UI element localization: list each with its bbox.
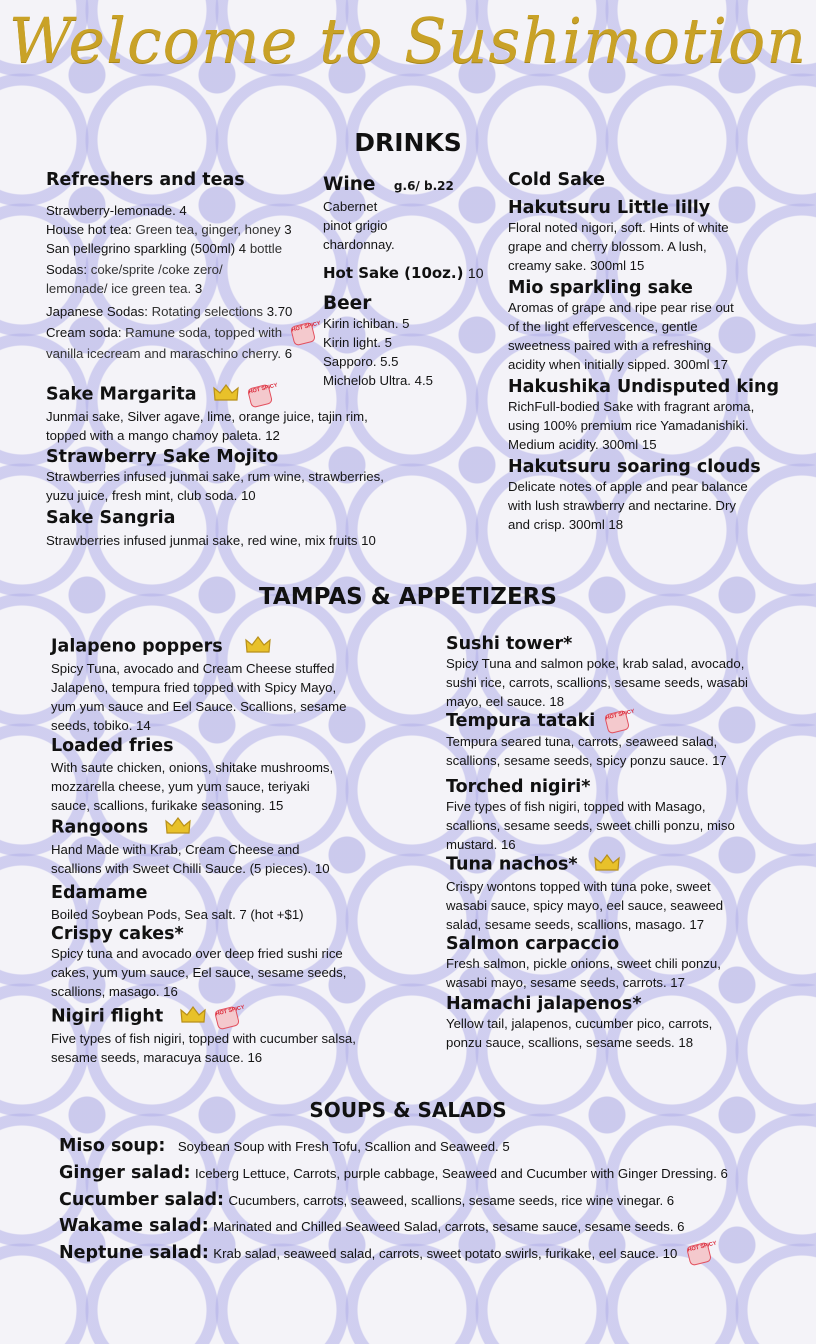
appetizer-desc: sauce, scallions, furikake seasoning. 15 — [51, 798, 284, 813]
soup-desc: Iceberg Lettuce, Carrots, purple cabbage, Seaweed and Cucumber with Ginger Dressing. 6 — [194, 1166, 728, 1181]
pellegrino-name: San pellegrino sparkling (500ml) — [46, 241, 236, 256]
jp-sodas-name: Japanese Sodas: — [46, 304, 148, 319]
beer-item: Kirin light. 5 — [323, 335, 392, 350]
soup-desc: Marinated and Chilled Seaweed Salad, carrots, sesame sauce, sesame seeds. 6 — [213, 1219, 685, 1234]
hot-sake-heading: Hot Sake (10oz.) — [323, 264, 464, 282]
cream-soda-desc2: vanilla icecream and maraschino cherry. — [46, 345, 282, 361]
cold-sake-desc: using 100% premium rice Yamadanishiki. — [508, 418, 749, 433]
soup-name: Ginger salad: — [59, 1163, 191, 1183]
wine-item: Cabernet — [323, 199, 378, 214]
appetizer-name: Loaded fries — [51, 736, 174, 756]
appetizer-desc: Jalapeno, tempura fried topped with Spicy Mayo, — [51, 680, 337, 695]
appetizer-desc: Five types of fish nigiri, topped with Masago, — [446, 798, 706, 814]
wine-price: g.6/ b.22 — [393, 179, 454, 193]
cream-soda-line2 — [46, 344, 316, 363]
cold-sake-desc: and crisp. 300ml 18 — [508, 517, 624, 532]
appetizer-desc: Yellow tail, jalapenos, cucumber pico, carrots, — [446, 1015, 713, 1031]
appetizer-desc: Hand Made with Krab, Cream Cheese and — [51, 842, 300, 857]
sodas-desc1: coke/sprite /coke zero/ — [90, 262, 223, 277]
appetizer-name: Tempura tataki — [446, 711, 596, 731]
cocktail-desc: yuzu juice, fresh mint, club soda. 10 — [46, 488, 256, 503]
appetizer-desc: scallions, sesame seeds, spicy ponzu sauce. 17 — [446, 752, 727, 768]
soup-name: Wakame salad: — [59, 1216, 209, 1236]
appetizer-desc: Spicy tuna and avocado over deep fried sushi rice — [51, 946, 343, 961]
appetizer-desc: Spicy Tuna, avocado and Cream Cheese stuffed — [51, 661, 335, 676]
sodas-desc2: lemonade/ ice green tea. — [46, 281, 192, 296]
cold-sake-item-name: Mio sparkling sake — [508, 278, 693, 298]
cold-sake-item-name: Hakushika Undisputed king — [508, 377, 780, 397]
appetizer-desc: scallions, sesame seeds, sweet chilli ponzu, miso — [446, 817, 735, 833]
cocktail-name: Strawberry Sake Mojito — [46, 447, 279, 467]
cold-sake-desc: Aromas of grape and ripe pear rise out — [508, 300, 734, 315]
house-hot-tea — [46, 220, 316, 239]
cocktail-name: Sake Sangria — [46, 508, 176, 528]
spicy-badge-icon: HOT SPICY — [247, 383, 273, 408]
jp-sodas-desc: Rotating selections — [151, 304, 264, 319]
cold-sake-desc: Floral noted nigori, soft. Hints of white — [508, 220, 729, 235]
appetizer-desc: ponzu sauce, scallions, sesame seeds. 18 — [446, 1034, 694, 1050]
soup-desc: Krab salad, seaweed salad, carrots, sweet potato swirls, furikake, eel sauce. 10 — [213, 1246, 678, 1261]
appetizer-desc: yum yum sauce and Eel Sauce. Scallions, sesame — [51, 699, 347, 714]
appetizer-desc: wasabi mayo, sesame seeds, carrots. 17 — [446, 974, 685, 990]
cream-soda — [46, 320, 322, 344]
appetizers-right — [446, 634, 806, 1052]
sodas-name: Sodas: — [46, 262, 88, 277]
jp-sodas-price: 3.70 — [266, 304, 293, 319]
appetizer-desc: Five types of fish nigiri, topped with cucumber salsa, — [51, 1031, 356, 1046]
crown-icon — [245, 636, 271, 659]
refreshers-heading: Refreshers and teas — [46, 170, 245, 190]
hot-tea-desc: Green tea, ginger, honey — [135, 222, 281, 237]
soup-name: Neptune salad: — [59, 1243, 209, 1263]
appetizer-desc: Boiled Soybean Pods, Sea salt. 7 (hot +$1) — [51, 907, 304, 922]
appetizer-desc: salad, sesame seeds, scallions, masago. 17 — [446, 916, 705, 932]
sake-cocktails-section — [46, 384, 486, 550]
cocktail-desc: topped with a mango chamoy paleta. 12 — [46, 428, 280, 443]
appetizer-name: Nigiri flight — [51, 1006, 164, 1027]
appetizer-name: Torched nigiri* — [446, 776, 591, 797]
appetizer-name: Hamachi jalapenos* — [446, 993, 642, 1014]
page-title: Welcome to Sushimotion — [8, 4, 808, 77]
beer-item: Sapporo. 5.5 — [323, 354, 399, 369]
appetizer-name: Sushi tower* — [446, 634, 573, 654]
appetizer-desc: Spicy Tuna and salmon poke, krab salad, avocado, — [446, 656, 745, 671]
appetizers-left — [51, 636, 431, 1067]
cold-sake-item-name: Hakutsuru Little lilly — [508, 198, 711, 218]
crown-icon — [213, 384, 239, 407]
soup-name: Miso soup: — [59, 1136, 166, 1156]
spicy-badge-icon: HOT SPICY — [604, 709, 630, 734]
drinks-heading: DRINKS — [354, 128, 462, 157]
japanese-sodas — [46, 302, 316, 321]
soups-list — [59, 1136, 799, 1264]
cold-sake-desc: creamy sake. 300ml 15 — [508, 258, 645, 273]
refreshers-section — [46, 170, 322, 363]
cream-soda-price: 6 — [284, 345, 293, 361]
soup-item — [59, 1190, 799, 1216]
appetizer-desc: mozzarella cheese, yum yum sauce, teriyaki — [51, 779, 310, 794]
appetizer-desc: cakes, yum yum sauce, Eel sauce, sesame seeds, — [51, 965, 347, 980]
crown-icon — [594, 854, 620, 877]
appetizer-desc: Fresh salmon, pickle onions, sweet chili ponzu, — [446, 955, 721, 971]
cocktail-name: Sake Margarita — [46, 384, 197, 405]
appetizer-desc: sushi rice, carrots, scallions, sesame seeds, wasabi — [446, 675, 748, 690]
cold-sake-desc: grape and cherry blossom. A lush, — [508, 239, 707, 254]
hot-tea-name: House hot tea: — [46, 222, 132, 237]
spicy-badge-icon: HOT SPICY — [214, 1005, 240, 1030]
wine-heading: Wine — [323, 174, 376, 195]
cold-sake-item-name: Hakutsuru soaring clouds — [508, 457, 761, 477]
cocktail-desc: Strawberries infused junmai sake, red wine, mix fruits 10 — [46, 533, 376, 548]
cold-sake-desc: of the light effervescence, gentle — [508, 319, 698, 334]
cold-sake-desc: Delicate notes of apple and pear balance — [508, 479, 748, 494]
crown-icon — [180, 1006, 206, 1029]
appetizer-desc: With saute chicken, onions, shitake mushrooms, — [51, 760, 334, 775]
san-pellegrino — [46, 239, 316, 258]
wine-item: chardonnay. — [323, 237, 395, 252]
beer-item: Michelob Ultra. 4.5 — [323, 373, 433, 388]
crown-icon — [165, 817, 191, 840]
beer-heading: Beer — [323, 293, 372, 314]
appetizer-desc: seeds, tobiko. 14 — [51, 718, 151, 733]
cold-sake-desc: RichFull-bodied Sake with fragrant aroma, — [508, 399, 755, 414]
cocktail-desc: Strawberries infused junmai sake, rum wine, strawberries, — [46, 469, 384, 484]
appetizer-name: Tuna nachos* — [446, 854, 578, 875]
cold-sake-section — [508, 170, 808, 534]
sodas-line2 — [46, 279, 316, 298]
spicy-badge-icon: HOT SPICY — [290, 321, 316, 346]
wine-item: pinot grigio — [323, 218, 388, 233]
soups-heading: SOUPS & SALADS — [309, 1098, 507, 1122]
cold-sake-desc: sweetness paired with a refreshing — [508, 338, 712, 353]
soup-item — [59, 1216, 799, 1243]
cold-sake-desc: with lush strawberry and nectarine. Dry — [508, 498, 736, 513]
appetizer-desc: scallions with Sweet Chilli Sauce. (5 pieces). 10 — [51, 861, 330, 876]
soup-item — [59, 1163, 799, 1190]
soup-desc: Soybean Soup with Fresh Tofu, Scallion and Seaweed. 5 — [177, 1139, 510, 1154]
pellegrino-price: 4 — [238, 241, 247, 256]
appetizer-desc: Tempura seared tuna, carrots, seaweed salad, — [446, 733, 718, 749]
appetizer-desc: scallions, masago. 16 — [51, 984, 178, 999]
appetizer-name: Jalapeno poppers — [51, 636, 223, 657]
soup-desc: Cucumbers, carrots, seaweed, scallions, sesame seeds, rice wine vinegar. 6 — [228, 1193, 675, 1208]
soup-item — [59, 1240, 799, 1264]
spicy-badge-icon: HOT SPICY — [686, 1241, 712, 1266]
soup-item — [59, 1136, 799, 1163]
strawberry-lemonade: Strawberry-lemonade. 4 — [46, 203, 187, 218]
appetizer-desc: mustard. 16 — [446, 836, 516, 852]
cold-sake-heading: Cold Sake — [508, 170, 605, 190]
cold-sake-desc: acidity when initially sipped. 300ml 17 — [508, 357, 728, 372]
cocktail-desc: Junmai sake, Silver agave, lime, orange juice, tajin rim, — [46, 409, 368, 424]
cream-soda-name: Cream soda: — [46, 325, 122, 340]
cream-soda-desc1: Ramune soda, topped with — [125, 325, 283, 340]
appetizer-desc: Crispy wontons topped with tuna poke, sweet — [446, 878, 711, 894]
sodas — [46, 260, 316, 279]
sodas-price: 3 — [194, 281, 203, 296]
appetizer-name: Rangoons — [51, 817, 149, 838]
appetizer-name: Salmon carpaccio — [446, 933, 620, 954]
pellegrino-unit: bottle — [249, 241, 283, 256]
wine-beer-section — [323, 174, 503, 390]
appetizer-name: Crispy cakes* — [51, 924, 184, 944]
tampas-heading: TAMPAS & APPETIZERS — [259, 584, 557, 610]
appetizer-name: Edamame — [51, 883, 148, 903]
hot-sake-price: 10 — [467, 265, 484, 281]
appetizer-desc: sesame seeds, maracuya sauce. 16 — [51, 1050, 263, 1065]
beer-item: Kirin ichiban. 5 — [323, 316, 410, 331]
soup-name: Cucumber salad: — [59, 1190, 225, 1210]
hot-tea-price: 3 — [284, 222, 292, 237]
appetizer-desc: mayo, eel sauce. 18 — [446, 694, 565, 709]
cold-sake-desc: Medium acidity. 300ml 15 — [508, 437, 657, 452]
appetizer-desc: wasabi sauce, spicy mayo, eel sauce, seaweed — [446, 897, 724, 913]
